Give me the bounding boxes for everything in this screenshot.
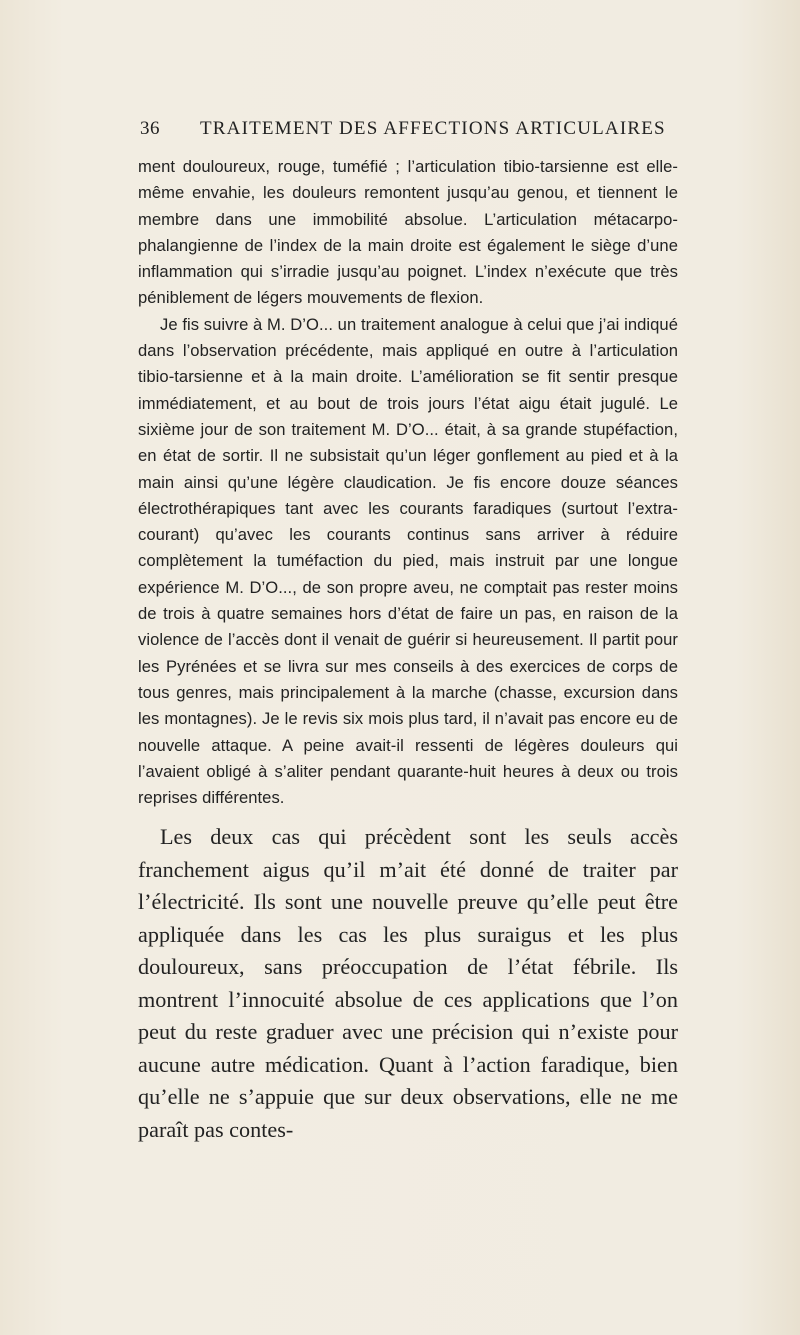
page-header	[140, 118, 680, 146]
commentary-text	[138, 821, 678, 1146]
page-number: 36	[140, 118, 160, 139]
page-body	[138, 154, 678, 1146]
paragraph-continuation: ment douloureux, rouge, tuméfié ; l’articulation tibio-tarsienne est elle-même envahie, les douleurs remontent jusqu’au genou, et tiennent le membre dans une immobilité absolue. L’articulation métacarpo-phalangienne de l’index de la main droite est également le siège d’une inflammation qui s’irradie jusqu’au poignet. L’index n’exécute que très péniblement de légers mouvements de flexion.	[138, 157, 678, 308]
case-observation-text	[138, 154, 678, 811]
running-title: TRAITEMENT DES AFFECTIONS ARTICULAIRES	[200, 118, 666, 139]
paragraph-conclusion: Les deux cas qui précèdent sont les seuls accès franchement aigus qu’il m’ait été donné de traiter par l’électricité. Ils sont une nouvelle preuve qu’elle peut être appliquée dans les cas les plus suraigus et les plus douloureux, sans préoccupation de l’état fébrile. Ils montrent l’innocuité absolue de ces applications que l’on peut du reste graduer avec une précision qui n’existe pour aucune autre médication. Quant à l’action faradique, bien qu’elle ne s’appuie que sur deux observations, elle ne me paraît pas contes-	[138, 824, 678, 1142]
paragraph-treatment: Je fis suivre à M. D’O... un traitement analogue à celui que j’ai indiqué dans l’observation précédente, mais appliqué en outre à l’articulation tibio-tarsienne et à la main droite. L’amélioration se fit sentir presque immédiatement, et au bout de trois jours l’état aigu était jugulé. Le sixième jour de son traitement M. D’O... était, à sa grande stupéfaction, en état de sortir. Il ne subsistait qu’un léger gonflement au pied et à la main ainsi qu’une légère claudication. Je fis encore douze séances électrothérapiques tant avec les courants faradiques (surtout l’extra-courant) qu’avec les courants continus sans arriver à réduire complètement la tuméfaction du pied, mais instruit par une longue expérience M. D’O..., de son propre aveu, ne comptait pas rester moins de trois à quatre semaines hors d’état de faire un pas, en raison de la violence de l’accès dont il venait de guérir si heureusement. Il partit pour les Pyrénées et se livra sur mes conseils à des exercices de corps de tous genres, mais principalement à la marche (chasse, excursion dans les montagnes). Je le revis six mois plus tard, il n’avait pas encore eu de nouvelle attaque. A peine avait-il ressenti de légères douleurs qui l’avaient obligé à s’aliter pendant quarante-huit heures à deux ou trois reprises différentes.	[138, 314, 678, 808]
